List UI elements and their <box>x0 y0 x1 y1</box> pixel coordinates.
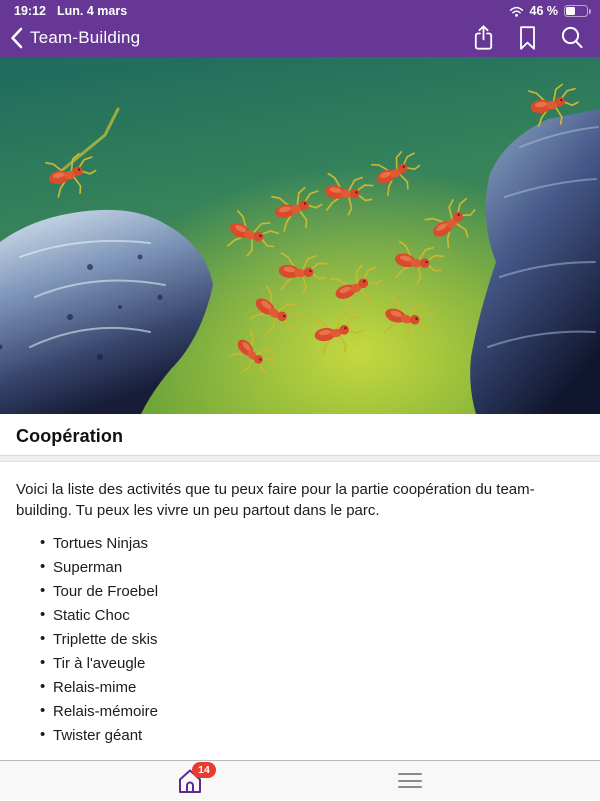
nav-bar <box>0 22 600 57</box>
activity-list-item: • Triplette de skis <box>40 627 584 651</box>
activity-list-item: • Tour de Froebel <box>40 579 584 603</box>
tab-bar <box>0 760 600 800</box>
section-separator <box>0 455 600 462</box>
tab-home[interactable] <box>160 761 220 801</box>
activity-list-item: • Twister géant <box>40 723 584 747</box>
share-icon[interactable] <box>472 24 495 51</box>
activity-list-item: • Tortues Ninjas <box>40 531 584 555</box>
activity-list <box>40 531 584 747</box>
tab-menu[interactable] <box>380 761 440 801</box>
battery-icon <box>564 5 588 17</box>
notification-badge: 14 <box>192 762 216 778</box>
search-icon[interactable] <box>560 25 584 50</box>
activity-list-item: • Static Choc <box>40 603 584 627</box>
back-button[interactable] <box>10 27 140 49</box>
activity-list-item: • Superman <box>40 555 584 579</box>
status-time: 19:12 <box>14 4 46 18</box>
page-title: Coopération <box>16 426 124 446</box>
ants-bridge-image <box>0 57 600 414</box>
menu-icon <box>398 773 422 788</box>
activity-list-item: • Relais-mémoire <box>40 699 584 723</box>
bookmark-icon[interactable] <box>518 25 537 51</box>
battery-percent: 46 % <box>529 4 558 18</box>
activity-list-item: • Tir à l'aveugle <box>40 651 584 675</box>
back-chevron-icon <box>10 27 23 49</box>
wifi-icon <box>509 6 524 17</box>
activity-list-item: • Relais-mime <box>40 675 584 699</box>
intro-paragraph: Voici la liste des activités que tu peux faire pour la partie coopération du team-building. Tu peux les vivre un peu partout dans le parc. <box>16 481 535 519</box>
status-date: Lun. 4 mars <box>56 4 128 18</box>
nav-title: Team-Building <box>30 27 141 47</box>
status-bar <box>0 0 600 22</box>
article-body <box>0 462 600 747</box>
article-title-row <box>0 414 600 455</box>
